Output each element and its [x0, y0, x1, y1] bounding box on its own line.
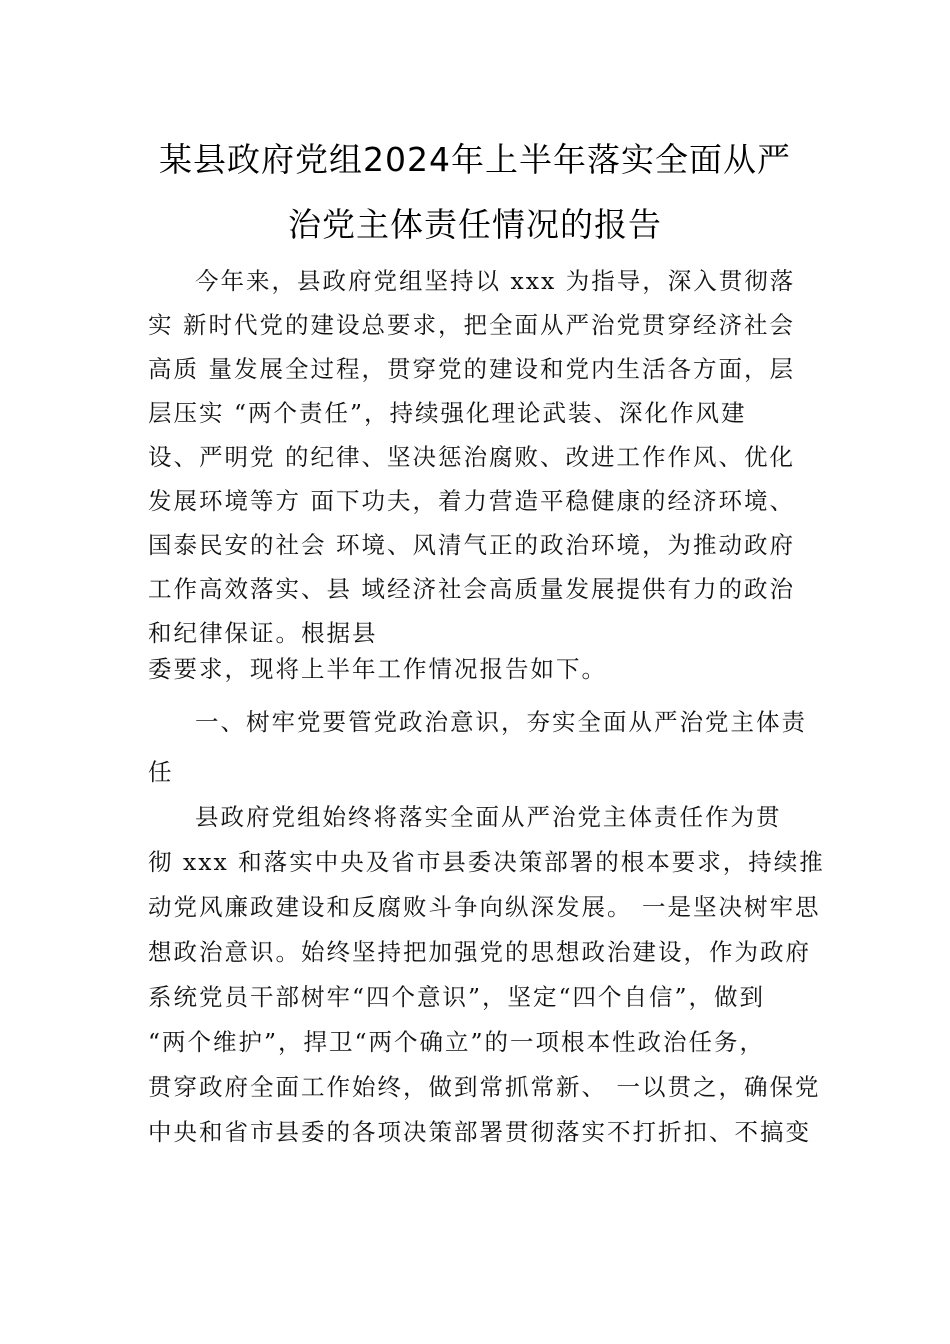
section-heading: 任 — [148, 758, 174, 786]
body-line: 中央和省市县委的各项决策部署贯彻落实不打折扣、不搞变 — [148, 1118, 811, 1146]
body-line: 动党风廉政建设和反腐败斗争向纵深发展。 一是坚决树牢思 — [148, 893, 821, 921]
body-line: 发展环境等方 面下功夫，着力营造平稳健康的经济环境、 — [148, 487, 795, 515]
body-line: 县政府党组始终将落实全面从严治党主体责任作为贯 — [195, 803, 782, 831]
body-line: 贯穿政府全面工作始终，做到常抓常新、 一以贯之，确保党 — [148, 1073, 821, 1101]
body-line: 委要求，现将上半年工作情况报告如下。 — [148, 655, 607, 683]
body-line: 今年来，县政府党组坚持以 xxx 为指导，深入贯彻落 — [195, 267, 796, 295]
body-line: 想政治意识。始终坚持把加强党的思想政治建设，作为政府 — [148, 938, 811, 966]
section-heading: 一、树牢党要管党政治意识，夯实全面从严治党主体责 — [195, 708, 807, 736]
body-line: “两个维护”，捍卫“两个确立”的一项根本性政治任务， — [148, 1028, 766, 1056]
document-title-line-2: 治党主体责任情况的报告 — [288, 205, 662, 244]
body-line: 层压实 “两个责任”，持续强化理论武装、深化作风建 — [148, 399, 747, 427]
body-line: 国泰民安的社会 环境、风清气正的政治环境，为推动政府 — [148, 531, 795, 559]
body-line: 实 新时代党的建设总要求，把全面从严治党贯穿经济社会 — [148, 311, 795, 339]
body-line: 系统党员干部树牢“四个意识”，坚定“四个自信”，做到 — [148, 983, 766, 1011]
body-line: 和纪律保证。根据县 — [148, 619, 378, 647]
body-line: 高质 量发展全过程，贯穿党的建设和党内生活各方面，层 — [148, 355, 795, 383]
body-line: 彻 xxx 和落实中央及省市县委决策部署的根本要求，持续推 — [148, 848, 825, 876]
body-line: 工作高效落实、县 域经济社会高质量发展提供有力的政治 — [148, 575, 795, 603]
body-line: 设、严明党 的纪律、坚决惩治腐败、改进工作作风、优化 — [148, 443, 795, 471]
document-title-line-1: 某县政府党组2024年上半年落实全面从严 — [159, 140, 791, 179]
